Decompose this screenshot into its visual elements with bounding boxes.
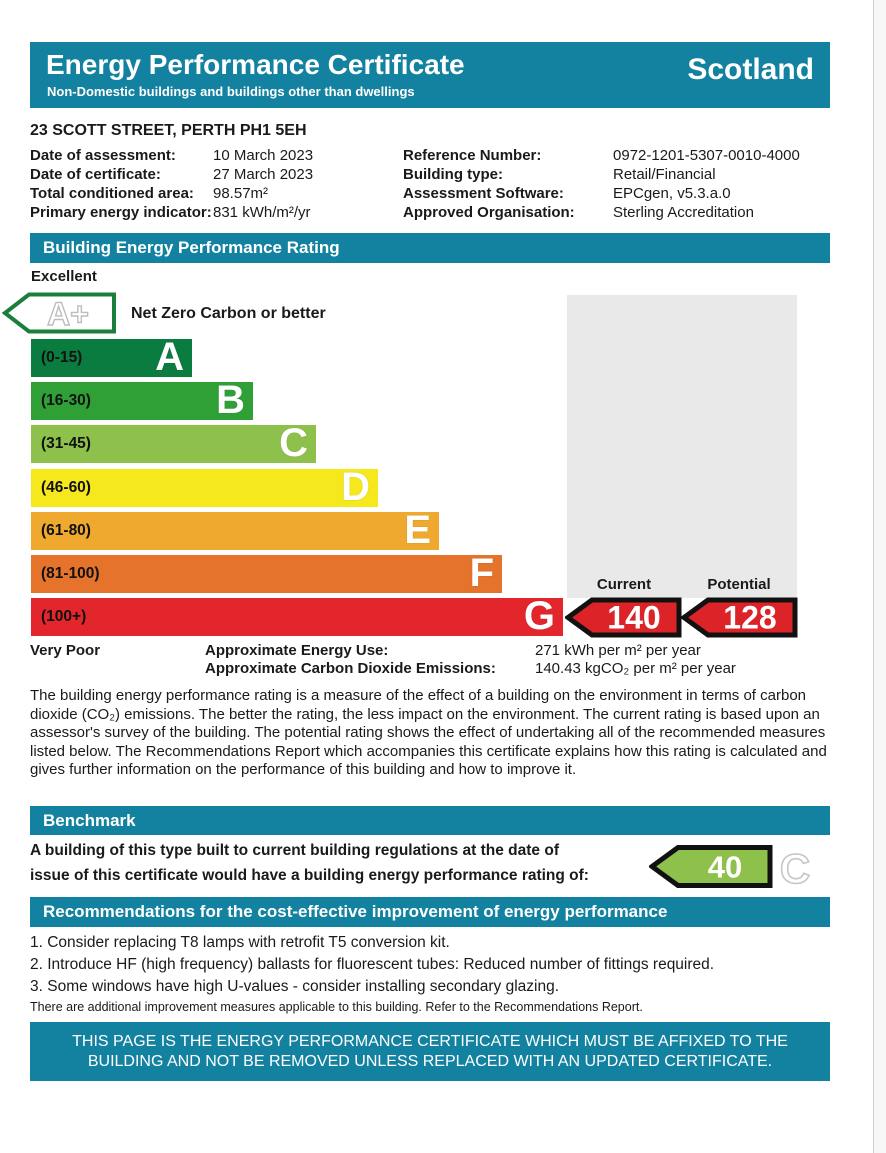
band-letter: E <box>404 508 431 552</box>
band-letter: B <box>216 378 245 422</box>
energy-use-value: 271 kWh per m² per year <box>535 642 701 659</box>
detail-value: Retail/Financial <box>613 166 716 183</box>
detail-value: 98.57m² <box>213 185 269 202</box>
detail-row <box>403 165 800 184</box>
section-rating-header: Building Energy Performance Rating <box>30 233 830 263</box>
detail-label: Reference Number: <box>403 147 542 164</box>
band-letter: G <box>523 594 555 638</box>
band-range: (31-45) <box>41 435 91 452</box>
aplus-letter: A+ <box>47 296 89 332</box>
benchmark-text-line2: issue of this certificate would have a building energy performance rating of: <box>30 867 589 884</box>
scale-bottom-label: Very Poor <box>30 642 101 659</box>
detail-row <box>30 146 313 165</box>
band-range: (81-100) <box>41 565 100 582</box>
recommendations-list <box>30 932 714 998</box>
band-range: (46-60) <box>41 479 91 496</box>
svg-text:C: C <box>779 846 811 890</box>
detail-row <box>30 165 313 184</box>
rating-band-G <box>31 594 563 638</box>
band-range: (0-15) <box>41 349 83 366</box>
page-gutter <box>873 0 886 1153</box>
detail-value: 10 March 2023 <box>213 147 314 164</box>
detail-label: Primary energy indicator: <box>30 204 212 221</box>
benchmark-band-letter <box>773 846 817 890</box>
aplus-band-arrow <box>2 291 117 335</box>
benchmark-text-line1: A building of this type built to current building regulations at the date of <box>30 842 559 859</box>
aplus-description: Net Zero Carbon or better <box>131 305 326 322</box>
rating-side-panel <box>567 295 797 598</box>
recommendation-item: 1. Consider replacing T8 lamps with retrofit T5 conversion kit. <box>30 934 450 951</box>
benchmark-rating-arrow <box>649 844 773 889</box>
energy-use-label: Approximate Energy Use: <box>205 642 389 659</box>
detail-row <box>403 203 800 222</box>
detail-row <box>30 184 313 203</box>
rating-band-F <box>31 551 502 595</box>
property-address: 23 SCOTT STREET, PERTH PH1 5EH <box>30 122 307 139</box>
detail-label: Total conditioned area: <box>30 185 194 202</box>
potential-rating-arrow <box>681 597 798 638</box>
band-letter: D <box>341 465 370 509</box>
details-right-column <box>403 146 800 222</box>
band-range: (16-30) <box>41 392 91 409</box>
potential-label: Potential <box>707 576 771 593</box>
rating-band-B <box>31 378 253 422</box>
header-bar <box>30 42 830 108</box>
band-letter: A <box>155 335 184 379</box>
rating-band-E <box>31 508 439 552</box>
rating-band-A <box>31 335 192 379</box>
rating-band-D <box>31 465 378 509</box>
detail-label: Approved Organisation: <box>403 204 575 221</box>
band-letter: C <box>279 421 308 465</box>
current-rating-value: 140 <box>607 599 661 636</box>
detail-row <box>30 203 313 222</box>
current-label: Current <box>596 576 652 593</box>
band-letter: F <box>469 551 494 595</box>
band-range: (61-80) <box>41 522 91 539</box>
co2-emissions-value: 140.43 kgCO₂ per m² per year <box>535 660 736 677</box>
detail-label: Assessment Software: <box>403 185 564 202</box>
section-benchmark-header: Benchmark <box>30 806 830 835</box>
details-left-column <box>30 146 313 222</box>
detail-value: Sterling Accreditation <box>613 204 754 221</box>
detail-value: 0972-1201-5307-0010-4000 <box>613 147 800 164</box>
detail-row <box>403 184 800 203</box>
page-title: Energy Performance Certificate <box>46 49 465 80</box>
detail-value: 27 March 2023 <box>213 166 314 183</box>
rating-description: The building energy performance rating is a measure of the effect of a building on the environment in terms of carbon dioxide (CO₂) emissions. The better the rating, the less impact on the environment. The current rating is based upon an assessor's survey of the building. The potential rating shows the effect of undertaking all of the recommended measures listed below. The Recommendations Report which accompanies this certificate explains how this rating is calculated and gives further information on the performance of this building and how to improve it. <box>30 687 827 779</box>
recommendation-item: 2. Introduce HF (high frequency) ballasts for fluorescent tubes: Reduced number of fittings required. <box>30 956 715 973</box>
recommendations-note: There are additional improvement measures applicable to this building. Refer to the Recommendations Report. <box>30 1000 643 1014</box>
rating-band-C <box>31 421 316 465</box>
detail-value: EPCgen, v5.3.a.0 <box>613 185 731 202</box>
footer-banner: THIS PAGE IS THE ENERGY PERFORMANCE CERTIFICATE WHICH MUST BE AFFIXED TO THE BUILDING AND NOT BE REMOVED UNLESS REPLACED WITH AN UPDATED CERTIFICATE. <box>30 1022 830 1081</box>
scale-top-label: Excellent <box>31 268 97 285</box>
co2-emissions-label: Approximate Carbon Dioxide Emissions: <box>205 660 496 677</box>
detail-value: 831 kWh/m²/yr <box>213 204 311 221</box>
page-subtitle: Non-Domestic buildings and buildings other than dwellings <box>47 84 415 99</box>
band-range: (100+) <box>41 608 87 625</box>
detail-label: Date of assessment: <box>30 147 176 164</box>
detail-row <box>403 146 800 165</box>
detail-label: Date of certificate: <box>30 166 161 183</box>
section-recommendations-header: Recommendations for the cost-effective improvement of energy performance <box>30 897 830 927</box>
potential-rating-value: 128 <box>723 599 777 636</box>
detail-label: Building type: <box>403 166 503 183</box>
current-rating-arrow <box>565 597 682 638</box>
benchmark-rating-value: 40 <box>707 849 743 885</box>
region-label: Scotland <box>687 53 814 86</box>
recommendation-item: 3. Some windows have high U-values - consider installing secondary glazing. <box>30 978 559 995</box>
